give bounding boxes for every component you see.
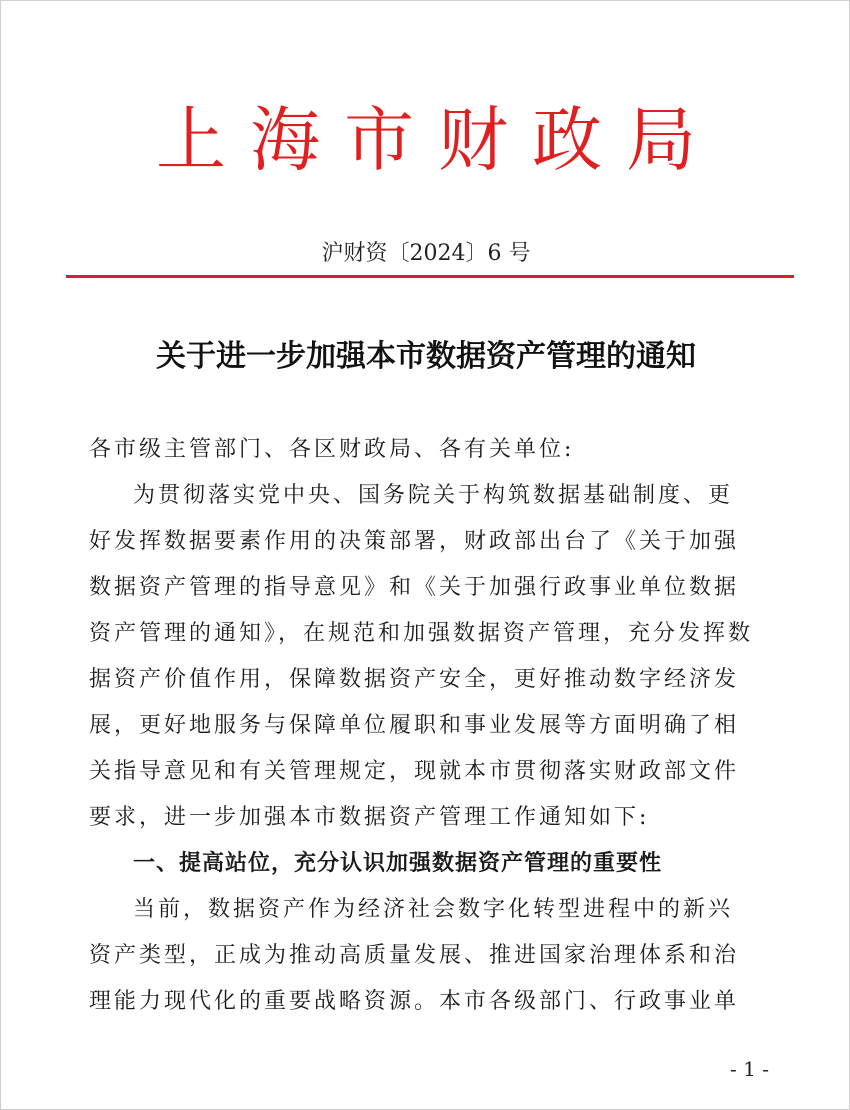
red-divider-line [66,275,794,278]
paragraph-line: 资产管理的通知》，在规范和加强数据资产管理，充分发挥数 [89,621,754,646]
salutation: 各市级主管部门、各区财政局、各有关单位: [89,437,575,462]
paragraph-line: 理能力现代化的重要战略资源。本市各级部门、行政事业单 [89,989,740,1014]
paragraph-line: 数据资产管理的指导意见》和《关于加强行政事业单位数据 [89,575,740,600]
paragraph-line: 展，更好地服务与保障单位履职和事业发展等方面明确了相 [89,713,740,738]
document-title: 关于进一步加强本市数据资产管理的通知 [156,339,696,374]
section-heading: 一、提高站位，充分认识加强数据资产管理的重要性 [133,851,663,876]
paragraph-line: 据资产价值作用，保障数据资产安全，更好推动数字经济发 [89,667,740,692]
paragraph-line: 当前，数据资产作为经济社会数字化转型进程中的新兴 [133,897,734,922]
paragraph-line: 为贯彻落实党中央、国务院关于构筑数据基础制度、更 [133,483,734,508]
paragraph-line: 好发挥数据要素作用的决策部署，财政部出台了《关于加强 [89,529,740,554]
issuer-header: 上海市财政局 [156,99,720,181]
document-number: 沪财资〔2024〕6 号 [321,241,531,266]
paragraph-line: 关指导意见和有关管理规定，现就本市贯彻落实财政部文件 [89,759,740,784]
paragraph-line: 资产类型，正成为推动高质量发展、推进国家治理体系和治 [89,943,740,968]
paragraph-line: 要求，进一步加强本市数据资产管理工作通知如下: [89,805,650,830]
page-number: - 1 - [730,1057,769,1081]
document-body [89,427,773,1025]
